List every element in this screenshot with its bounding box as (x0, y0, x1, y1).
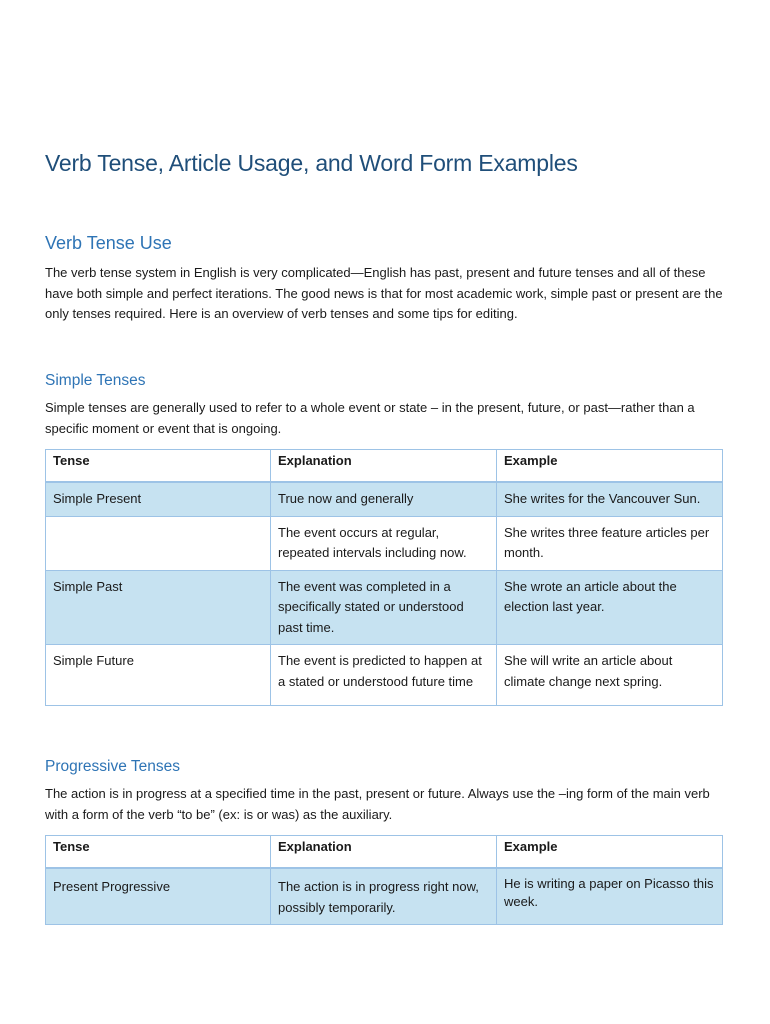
simple-tenses-paragraph: Simple tenses are generally used to refer to a whole event or state – in the present, future, or past—rather than a specific moment or event that is ongoing. (45, 400, 695, 436)
progressive-tenses-heading: Progressive Tenses (45, 758, 180, 775)
column-header-example: Example (497, 450, 723, 483)
cell-example: She writes three feature articles per month. (497, 516, 723, 570)
cell-explanation: The event is predicted to happen at a stated or understood future time (271, 645, 497, 706)
cell-explanation: The event occurs at regular, repeated intervals including now. (271, 516, 497, 570)
cell-tense: Simple Present (46, 482, 271, 516)
cell-explanation: The event was completed in a specifically stated or understood past time. (271, 570, 497, 645)
cell-tense: Simple Past (46, 570, 271, 645)
column-header-explanation: Explanation (271, 450, 497, 483)
table-header-row (46, 450, 723, 483)
cell-example: He is writing a paper on Picasso this week. (497, 868, 723, 925)
verb-tense-use-paragraph: The verb tense system in English is very complicated—English has past, present and future tenses and all of these have both simple and perfect iterations. The good news is that for most academic work, simple past or present are the only tenses required. Here is an overview of verb tenses and some tips for editing. (45, 265, 723, 321)
progressive-tenses-table (45, 835, 723, 925)
table-row (46, 645, 723, 706)
progressive-tenses-paragraph: The action is in progress at a specified time in the past, present or future. Always use the –ing form of the main verb with a form of the verb “to be” (ex: is or was) as the auxiliary. (45, 786, 710, 822)
table-row (46, 868, 723, 925)
cell-tense: Simple Future (46, 645, 271, 706)
column-header-tense: Tense (46, 836, 271, 869)
table-row (46, 516, 723, 570)
column-header-tense: Tense (46, 450, 271, 483)
document-title: Verb Tense, Article Usage, and Word Form Examples (45, 150, 578, 176)
verb-tense-use-heading: Verb Tense Use (45, 233, 172, 253)
column-header-explanation: Explanation (271, 836, 497, 869)
cell-example: She writes for the Vancouver Sun. (497, 482, 723, 516)
cell-explanation: True now and generally (271, 482, 497, 516)
cell-explanation: The action is in progress right now, possibly temporarily. (271, 868, 497, 925)
cell-tense: Present Progressive (46, 868, 271, 925)
table-row (46, 482, 723, 516)
table-header-row (46, 836, 723, 869)
cell-example: She wrote an article about the election last year. (497, 570, 723, 645)
simple-tenses-heading: Simple Tenses (45, 372, 146, 389)
table-row (46, 570, 723, 645)
cell-tense (46, 516, 271, 570)
simple-tenses-table (45, 449, 723, 706)
cell-example: She will write an article about climate change next spring. (497, 645, 723, 706)
column-header-example: Example (497, 836, 723, 869)
